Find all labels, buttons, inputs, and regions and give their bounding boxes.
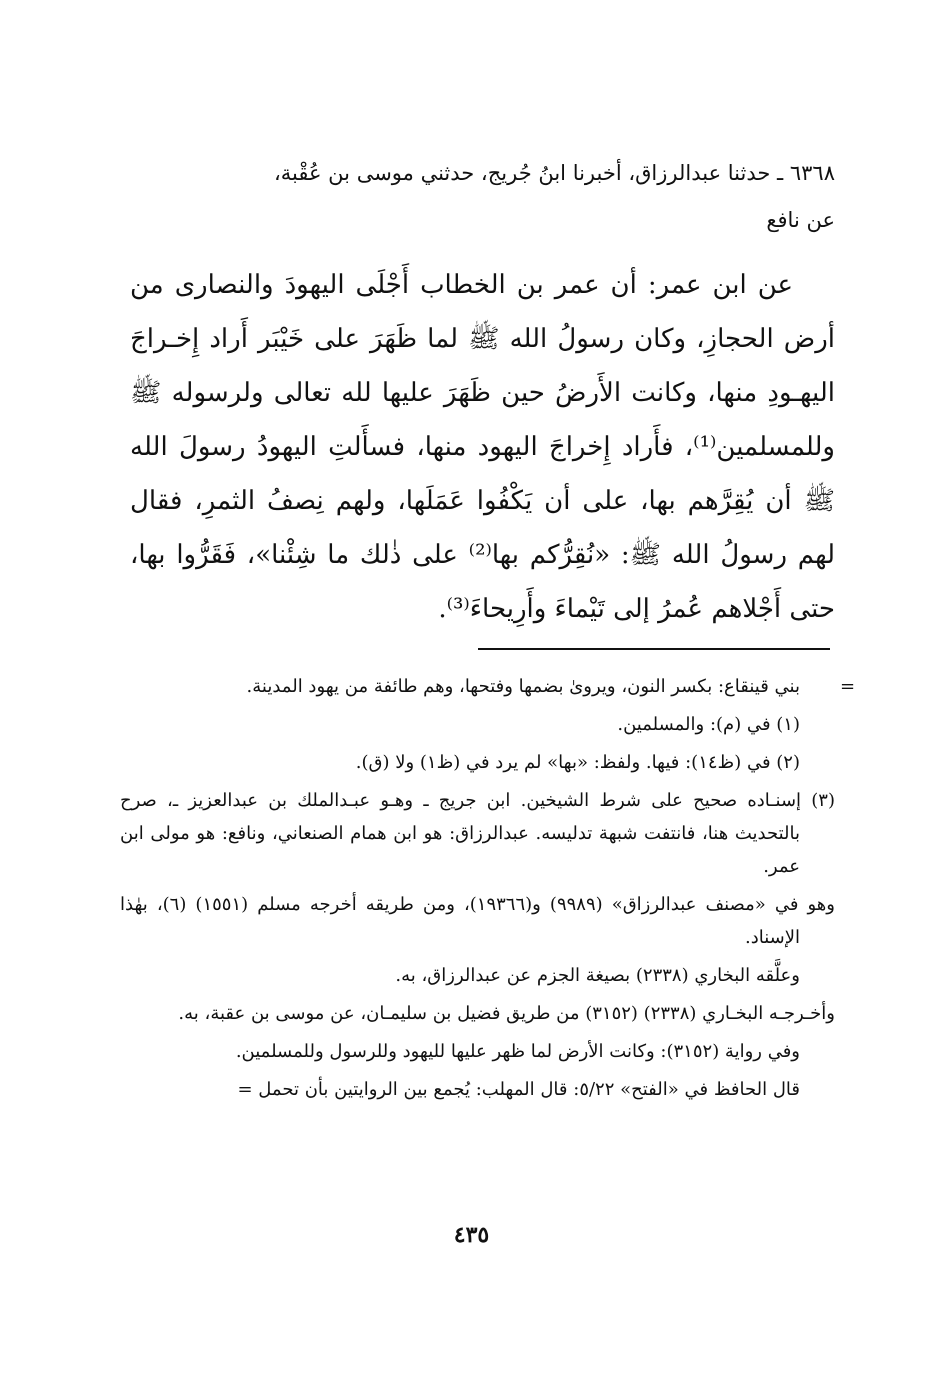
footnote-3: (٣) إسنـاده صحيح على شرط الشيخين. ابن جريج ـ وهـو عبـدالملك بن عبدالعزيز ـ، صرح بالتحديث هنا، فانتفت شبهة تدليسه. عبدالرزاق: هو ابن همام الصنعاني، ونافع: هو مولى ابن عمر. — [120, 790, 835, 877]
hadith-isnad — [130, 150, 835, 244]
hadith-matn — [130, 258, 835, 636]
continuation-mark: = — [840, 676, 856, 697]
footnote-3-takhrij: وهو في «مصنف عبدالرزاق» (٩٩٨٩) و(١٩٣٦٦)، ومن طريقه أخرجه مسلم (١٥٥١) (٦)، بهٰذا الإسناد. — [120, 894, 835, 948]
page-number: ٤٣٥ — [453, 1222, 490, 1248]
footnote-divider — [478, 648, 830, 650]
footnote-3-bukhari: وأخـرجـه البخـاري (٢٣٣٨) (٣١٥٢) من طريق فضيل بن سليمـان، عن موسى بن عقبة، به. — [178, 1003, 835, 1024]
isnad-line-2: عن نافع — [766, 208, 835, 232]
footnote-carryover: بني قينقاع: بكسر النون، ويروىٰ بضمها وفتحها، وهم طائفة من يهود المدينة. — [246, 676, 800, 697]
isnad-line-1: ٦٣٦٨ ـ حدثنا عبدالرزاق، أخبرنا ابنُ جُريج، حدثني موسى بن عُقْبة، — [273, 161, 835, 185]
footnotes — [120, 670, 835, 1111]
footnote-3-fath: قال الحافظ في «الفتح» ٥/٢٢: قال المهلب: يُجمع بين الروايتين بأن تحمل = — [237, 1079, 800, 1100]
footnote-1: (١) في (م): والمسلمين. — [617, 714, 800, 735]
footnote-3-bukhari-taliq: وعلَّقه البخاري (٢٣٣٨) بصيغة الجزم عن عبدالرزاق، به. — [395, 965, 800, 986]
footnote-2: (٢) في (ظ١٤): فيها. ولفظ: «بها» لم يرد في (ظ١) ولا (ق). — [355, 752, 800, 773]
matn-text: عن ابن عمر: أن عمر بن الخطاب أَجْلَى اليهودَ والنصارى من أرض الحجازِ، وكان رسولُ الله ﷺ لما ظَهَرَ على خَيْبَر أَراد إِخـراجَ اليهـودِ منها، وكانت الأَرضُ حين ظَهَرَ عليها لله تعالى ولرسوله ﷺ وللمسلمين⁽¹⁾، فأَراد إِخراجَ اليهود منها، فسأَلتِ اليهودُ رسولَ الله ﷺ أن يُقِرَّهم بها، على أن يَكْفُوا عَمَلَها، ولهم نِصفُ الثمرِ، فقال لهم رسولُ الله ﷺ: «نُقِرُّكم بها⁽²⁾ على ذٰلك ما شِئْنا»، فَقَرُّوا بها، حتى أَجْلاهم عُمرُ إلى تَيْماءَ وأَرِيحاءَ⁽³⁾. — [130, 270, 835, 624]
footnote-3-riwaya: وفي رواية (٣١٥٢): وكانت الأرض لما ظهر عليها لليهود وللرسول وللمسلمين. — [235, 1041, 800, 1062]
